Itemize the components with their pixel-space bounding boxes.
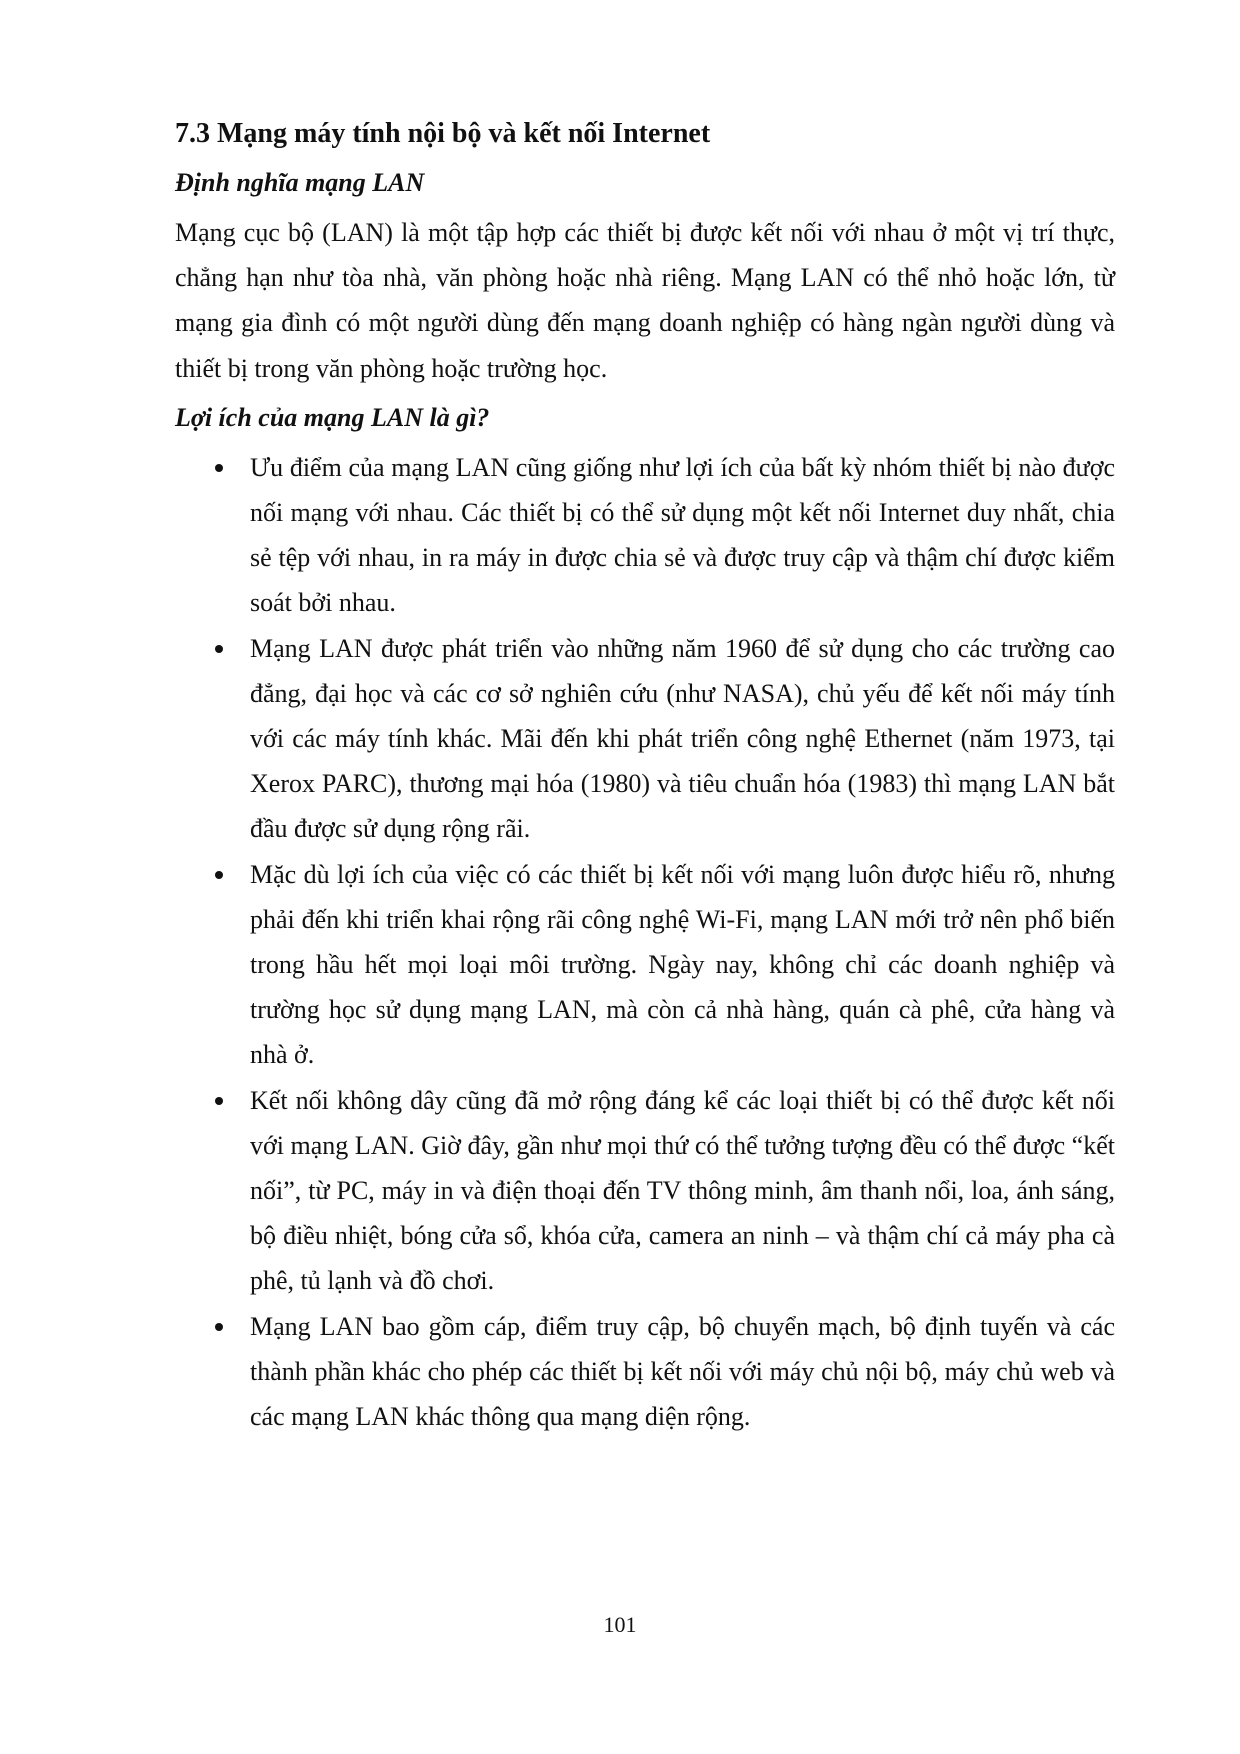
- list-item-text: Mạng LAN được phát triển vào những năm 1960 để sử dụng cho các trường cao đẳng, đại học và các cơ sở nghiên cứu (như NASA), chủ yếu để kết nối máy tính với các máy tính khác. Mãi đến khi phát triển công nghệ Ethernet (năm 1973, tại Xerox PARC), thương mại hóa (1980) và tiêu chuẩn hóa (1983) thì mạng LAN bắt đầu được sử dụng rộng rãi.: [250, 633, 1115, 844]
- list-item-text: Ưu điểm của mạng LAN cũng giống như lợi ích của bất kỳ nhóm thiết bị nào được nối mạng với nhau. Các thiết bị có thể sử dụng một kết nối Internet duy nhất, chia sẻ tệp với nhau, in ra máy in được chia sẻ và được truy cập và thậm chí được kiểm soát bởi nhau.: [250, 452, 1115, 618]
- list-item: [175, 626, 1115, 852]
- bullet-icon: [215, 1097, 223, 1105]
- list-item: [175, 445, 1115, 626]
- list-item-text: Mạng LAN bao gồm cáp, điểm truy cập, bộ chuyển mạch, bộ định tuyến và các thành phần khác cho phép các thiết bị kết nối với máy chủ nội bộ, máy chủ web và các mạng LAN khác thông qua mạng diện rộng.: [250, 1311, 1115, 1432]
- page-body: [175, 110, 1115, 1439]
- list-item: [175, 852, 1115, 1078]
- bullet-icon: [215, 645, 223, 653]
- list-item-text: Kết nối không dây cũng đã mở rộng đáng kể các loại thiết bị có thể được kết nối với mạng LAN. Giờ đây, gần như mọi thứ có thể tưởng tượng đều có thể được “kết nối”, từ PC, máy in và điện thoại đến TV thông minh, âm thanh nổi, loa, ánh sáng, bộ điều nhiệt, bóng cửa sổ, khóa cửa, camera an ninh – và thậm chí cả máy pha cà phê, tủ lạnh và đồ chơi.: [250, 1085, 1115, 1296]
- definition-paragraph: Mạng cục bộ (LAN) là một tập hợp các thiết bị được kết nối với nhau ở một vị trí thực, chẳng hạn như tòa nhà, văn phòng hoặc nhà riêng. Mạng LAN có thể nhỏ hoặc lớn, từ mạng gia đình có một người dùng đến mạng doanh nghiệp có hàng ngàn người dùng và thiết bị trong văn phòng hoặc trường học.: [175, 218, 1115, 383]
- list-item: [175, 1078, 1115, 1304]
- bullet-icon: [215, 871, 223, 879]
- list-item-text: Mặc dù lợi ích của việc có các thiết bị kết nối với mạng luôn được hiểu rõ, nhưng phải đến khi triển khai rộng rãi công nghệ Wi-Fi, mạng LAN mới trở nên phổ biến trong hầu hết mọi loại môi trường. Ngày nay, không chỉ các doanh nghiệp và trường học sử dụng mạng LAN, mà còn cả nhà hàng, quán cà phê, cửa hàng và nhà ở.: [250, 859, 1115, 1070]
- bullet-icon: [215, 1323, 223, 1331]
- benefits-list: [175, 445, 1115, 1439]
- list-item: [175, 1304, 1115, 1440]
- page-number: 101: [603, 1612, 637, 1637]
- bullet-icon: [215, 464, 223, 472]
- section-title: 7.3 Mạng máy tính nội bộ và kết nối Internet: [175, 118, 711, 149]
- benefits-heading: Lợi ích của mạng LAN là gì?: [175, 402, 490, 432]
- definition-heading: Định nghĩa mạng LAN: [175, 168, 425, 197]
